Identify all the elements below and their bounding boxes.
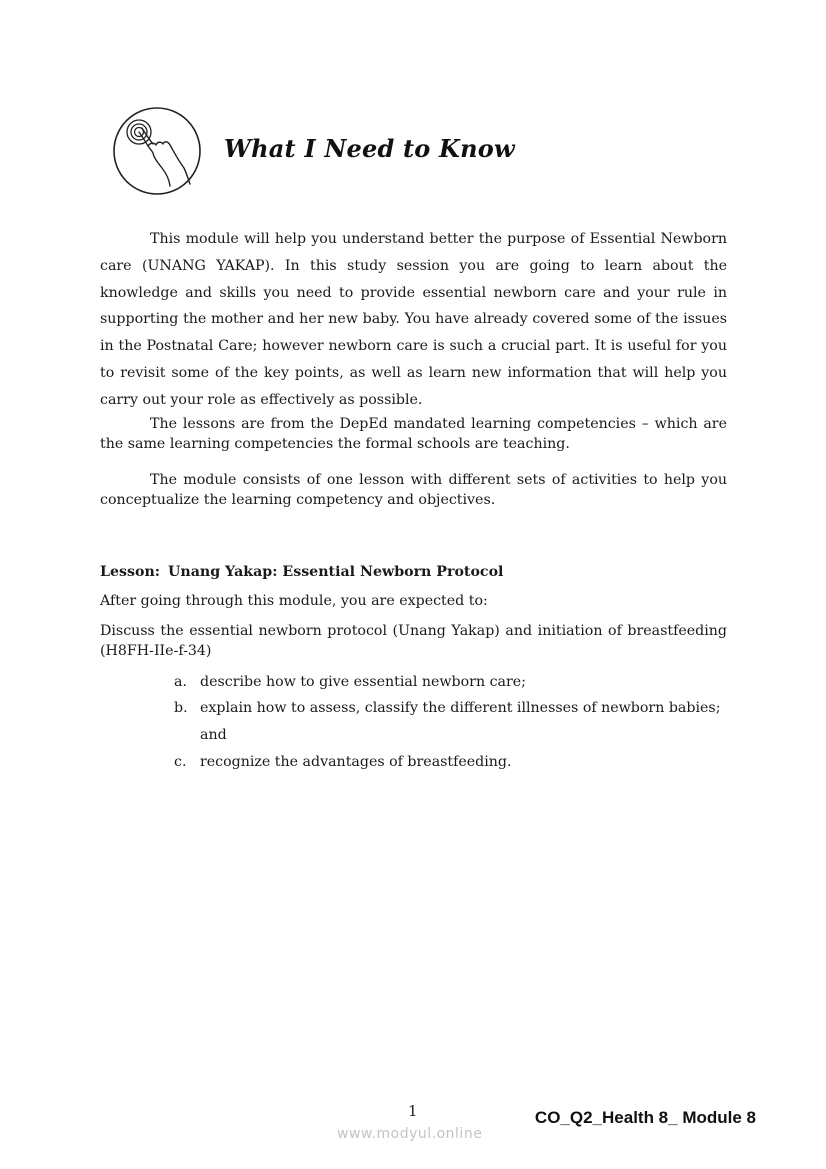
- objective-item: [174, 695, 727, 749]
- page-number: 1: [408, 1102, 418, 1120]
- module-body: [100, 226, 727, 776]
- objective-marker: c.: [174, 753, 187, 770]
- objective-text: recognize the advantages of breastfeeding.: [200, 753, 512, 770]
- objective-text: describe how to give essential newborn care;: [200, 673, 526, 690]
- objective-marker: a.: [174, 673, 187, 690]
- lesson-title: Unang Yakap: Essential Newborn Protocol: [168, 563, 504, 580]
- objective-item: [174, 749, 727, 776]
- competency-text: Discuss the essential newborn protocol (Unang Yakap) and initiation of breastfeeding (H8FH-IIe-f-34): [100, 622, 727, 659]
- objectives-list: [100, 669, 727, 776]
- objective-marker: b.: [174, 700, 188, 717]
- touch-hand-icon: [112, 106, 202, 196]
- objective-text: explain how to assess, classify the different illnesses of newborn babies; and: [200, 700, 721, 744]
- intro-paragraph-2: The lessons are from the DepEd mandated learning competencies – which are the same learning competencies the formal schools are teaching.: [100, 415, 727, 452]
- lesson-heading: [100, 562, 727, 582]
- objective-item: [174, 669, 727, 696]
- intro-paragraph-1: This module will help you understand better the purpose of Essential Newborn care (UNANG YAKAP). In this study session you are going to learn about the knowledge and skills you need to provide essential newborn care and your rule in supporting the mother and her new baby. You have already covered some of the issues in the Postnatal Care; however newborn care is such a crucial part. It is useful for you to revisit some of the key points, as well as learn new information that will help you carry out your role as effectively as possible.: [100, 231, 727, 408]
- watermark: www.modyul.online: [337, 1126, 483, 1142]
- expectation-text: After going through this module, you are expected to:: [100, 592, 488, 609]
- section-title: What I Need to Know: [224, 134, 515, 163]
- lesson-label: Lesson:: [100, 563, 160, 580]
- intro-paragraph-3: The module consists of one lesson with different sets of activities to help you conceptualize the learning competency and objectives.: [100, 471, 727, 508]
- module-code: CO_Q2_Health 8_ Module 8: [534, 1108, 756, 1127]
